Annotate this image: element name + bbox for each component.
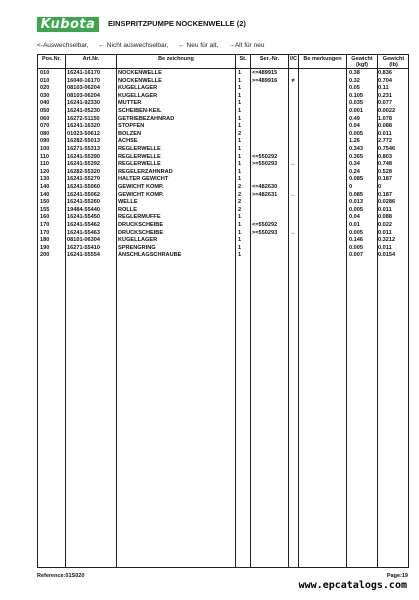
cell-st: 1 — [238, 108, 242, 114]
cell-st: 1 — [238, 153, 242, 160]
cell-ser: <=482630 — [252, 184, 278, 190]
cell-lb: 0.011 — [378, 244, 392, 251]
cell-kg: 0.04 — [349, 123, 360, 130]
cell-desc: WELLE — [118, 199, 138, 206]
cell-art: 16241-55554 — [67, 252, 100, 259]
cell-st: 1 — [238, 70, 242, 76]
cell-kg: 0.005 — [349, 244, 363, 251]
table-row — [38, 222, 408, 230]
table-row — [38, 123, 408, 131]
cell-desc: REGLERWELLE — [118, 161, 161, 168]
cell-lb: 0.528 — [378, 168, 392, 175]
cell-desc: KUGELLAGER — [118, 92, 158, 99]
cell-ic: ≠ — [291, 77, 295, 84]
cell-lb: 2.772 — [378, 138, 392, 145]
cell-art: 16241-55062 — [67, 191, 100, 198]
legend-item: →Alt für neu — [228, 42, 265, 49]
cell-kg: 0.05 — [349, 85, 360, 92]
cell-pos: 070 — [40, 123, 50, 130]
cell-desc: ACHSE — [118, 138, 138, 145]
cell-st: 2 — [238, 184, 242, 190]
cell-kg: 0.035 — [349, 100, 363, 107]
cell-pos: 030 — [40, 92, 50, 99]
table-row — [38, 161, 408, 169]
cell-st: 2 — [238, 206, 242, 213]
cell-ic: ← — [290, 191, 296, 198]
cell-st: 1 — [238, 222, 242, 228]
cell-art: 16241-55450 — [67, 214, 100, 221]
cell-art: 16241-55462 — [67, 222, 100, 228]
cell-st: 1 — [238, 229, 242, 236]
cell-lb: 0.011 — [378, 229, 392, 236]
cell-art: 01023-50612 — [67, 130, 100, 137]
kubota-logo: Kubota — [37, 17, 99, 32]
cell-pos: 110 — [40, 153, 50, 160]
cell-st: 1 — [238, 244, 242, 251]
cell-lb: 0.077 — [378, 100, 392, 107]
table-row — [38, 199, 408, 207]
cell-ic: ← — [290, 161, 296, 168]
cell-pos: 040 — [40, 100, 50, 107]
table-row — [38, 78, 408, 86]
table-row — [38, 207, 408, 215]
cell-art: 16241-55260 — [67, 199, 100, 206]
table-row — [38, 154, 408, 162]
cell-art: 16241-55270 — [67, 176, 100, 183]
cell-lb: 0.011 — [378, 130, 392, 137]
cell-desc: REGLERWELLE — [118, 153, 161, 160]
cell-pos: 020 — [40, 85, 50, 92]
reference-label: Reference:01S020 — [37, 573, 85, 579]
cell-st: 1 — [238, 252, 242, 259]
cell-desc: ROLLE — [118, 206, 137, 213]
cell-pos: 170 — [40, 229, 50, 236]
cell-pos: 090 — [40, 138, 50, 145]
table-row — [38, 85, 408, 93]
cell-pos: 155 — [40, 206, 50, 213]
table-row — [38, 252, 408, 260]
cell-art: 16271-55313 — [67, 146, 100, 152]
cell-pos: 160 — [40, 214, 50, 221]
cell-kg: 0.105 — [349, 92, 363, 99]
table-row — [38, 70, 408, 78]
column-header-kg: Gewicht (kgf) — [351, 56, 373, 68]
cell-desc: GETRIEBEZAHNRAD — [118, 115, 175, 122]
cell-art: 16272-51150 — [67, 115, 100, 122]
cell-st: 1 — [238, 92, 242, 99]
cell-kg: 0.365 — [349, 153, 363, 160]
cell-pos: 170 — [40, 222, 50, 228]
cell-kg: 0.24 — [349, 168, 360, 175]
cell-pos: 060 — [40, 115, 50, 122]
cell-kg: 1.26 — [349, 138, 360, 145]
cell-desc: REGLERMUFFE — [118, 214, 161, 221]
cell-desc: REGLERWELLE — [118, 146, 161, 152]
column-header-ser: Ser.-Nr. — [259, 56, 280, 62]
cell-st: 1 — [238, 85, 242, 92]
cell-kg: 0.01 — [349, 222, 360, 228]
cell-desc: STOPFEN — [118, 123, 145, 130]
cell-desc: BOLZEN — [118, 130, 141, 137]
column-header-desc: Be zeichnung — [158, 56, 194, 62]
cell-st: 1 — [238, 176, 242, 183]
cell-art: 16241-55060 — [67, 184, 100, 190]
cell-desc: ANSCHLAGSCHRAUBE — [118, 252, 182, 259]
parts-table — [37, 54, 409, 568]
table-row — [38, 184, 408, 192]
cell-pos: 120 — [40, 168, 50, 175]
cell-st: 1 — [238, 146, 242, 152]
legend-item: ← Nicht auswechselbar, — [98, 42, 169, 49]
cell-kg: 0.013 — [349, 199, 363, 206]
cell-pos: 100 — [40, 146, 50, 152]
cell-desc: NOCKENWELLE — [118, 77, 162, 84]
cell-lb: 0.0286 — [378, 199, 396, 206]
cell-kg: 0.005 — [349, 206, 363, 213]
table-row — [38, 214, 408, 222]
cell-kg: 0.085 — [349, 176, 363, 183]
cell-st: 1 — [238, 115, 242, 122]
cell-lb: 0.011 — [378, 206, 392, 213]
table-row — [38, 93, 408, 101]
cell-kg: 0.343 — [349, 146, 363, 152]
cell-pos: 190 — [40, 244, 50, 251]
cell-lb: 0.3212 — [378, 237, 396, 244]
cell-desc: KUGELLAGER — [118, 237, 158, 244]
cell-ser: <=550292 — [252, 222, 278, 228]
cell-lb: 0.231 — [378, 92, 392, 99]
cell-ser: >=550293 — [252, 229, 278, 236]
cell-lb: 0.022 — [378, 222, 392, 228]
cell-art: 16282-55013 — [67, 138, 100, 145]
legend-item: ← Neu für alt, — [178, 42, 219, 49]
column-header-st: St. — [239, 56, 247, 62]
cell-lb: 0.836 — [378, 70, 392, 76]
column-header-ic: I/C — [289, 56, 298, 62]
cell-st: 1 — [238, 138, 242, 145]
cell-lb: 0.0154 — [378, 252, 396, 259]
cell-lb: 0 — [378, 184, 382, 190]
cell-pos: 140 — [40, 191, 50, 198]
table-row — [38, 192, 408, 200]
table-row — [38, 116, 408, 124]
cell-st: 2 — [238, 199, 242, 206]
cell-art: 16241-55392 — [67, 161, 100, 168]
table-row — [38, 100, 408, 108]
cell-kg: 0.007 — [349, 252, 363, 259]
cell-lb: 0.803 — [378, 153, 392, 160]
cell-pos: 010 — [40, 70, 50, 76]
table-row — [38, 108, 408, 116]
cell-desc: HALTER GEWICHT — [118, 176, 169, 183]
cell-ser: <=550292 — [252, 153, 278, 160]
cell-pos: 080 — [40, 130, 50, 137]
cell-lb: 0.704 — [378, 77, 392, 84]
table-row — [38, 245, 408, 253]
watermark: www.epcatalogs.com — [298, 580, 407, 591]
cell-kg: 0.001 — [349, 108, 363, 114]
cell-lb: 0.748 — [378, 161, 392, 168]
cell-pos: 050 — [40, 108, 50, 114]
cell-st: 2 — [238, 191, 242, 198]
cell-art: 08103-06204 — [67, 92, 100, 99]
cell-art: 16271-55410 — [67, 244, 100, 251]
page-title: EINSPRITZPUMPE NOCKENWELLE (2) — [108, 19, 246, 28]
cell-pos: 010 — [40, 77, 50, 84]
cell-art: 16241-92330 — [67, 100, 100, 107]
cell-ser: >=482631 — [252, 191, 278, 198]
cell-kg: 0.146 — [349, 237, 363, 244]
cell-ser: >=489916 — [252, 77, 278, 84]
cell-lb: 0.187 — [378, 191, 392, 198]
table-row — [38, 237, 408, 245]
cell-st: 1 — [238, 161, 242, 168]
table-row — [38, 146, 408, 154]
cell-desc: GEWICHT KOMP. — [118, 191, 164, 198]
cell-lb: 1.078 — [378, 115, 392, 122]
cell-pos: 150 — [40, 199, 50, 206]
cell-desc: GEWICHT KOMP. — [118, 184, 164, 190]
cell-desc: DRUCKSCHEIBE — [118, 229, 164, 236]
column-header-art: Art.Nr. — [82, 56, 100, 62]
cell-pos: 200 — [40, 252, 50, 259]
cell-pos: 140 — [40, 184, 50, 190]
cell-kg: 0.005 — [349, 130, 363, 137]
table-row — [38, 131, 408, 139]
cell-ser: >=550293 — [252, 161, 278, 168]
cell-pos: 180 — [40, 237, 50, 244]
cell-art: 08101-06304 — [67, 237, 100, 244]
cell-kg: 0.34 — [349, 161, 360, 168]
cell-desc: SCHEIBEN-KEIL — [118, 108, 162, 114]
cell-lb: 0.0022 — [378, 108, 396, 114]
cell-desc: REGELERZAHNRAD — [118, 168, 173, 175]
cell-st: 2 — [238, 130, 242, 137]
cell-art: 16282-55320 — [67, 168, 100, 175]
cell-art: 16241-05230 — [67, 108, 100, 114]
cell-kg: 0.005 — [349, 229, 363, 236]
cell-kg: 0.49 — [349, 115, 360, 122]
cell-st: 1 — [238, 77, 242, 84]
cell-lb: 0.088 — [378, 123, 392, 130]
page-number: Page:19 — [386, 573, 408, 579]
cell-st: 1 — [238, 237, 242, 244]
cell-art: 19484-55440 — [67, 206, 100, 213]
cell-art: 16241-16320 — [67, 123, 100, 130]
table-row — [38, 230, 408, 238]
column-header-bem: Be merkungen — [303, 56, 342, 62]
cell-desc: NOCKENWELLE — [118, 70, 162, 76]
cell-pos: 130 — [40, 176, 50, 183]
cell-kg: 0.085 — [349, 191, 363, 198]
cell-kg: 0.32 — [349, 77, 360, 84]
cell-ser: <=489915 — [252, 70, 278, 76]
cell-art: 16241-55390 — [67, 153, 100, 160]
cell-pos: 110 — [40, 161, 50, 168]
cell-art: 16040-16170 — [67, 77, 100, 84]
column-header-pos: Pos.Nr. — [42, 56, 61, 62]
cell-kg: 0.04 — [349, 214, 360, 221]
cell-kg: 0.38 — [349, 70, 360, 76]
cell-st: 1 — [238, 100, 242, 107]
cell-st: 1 — [238, 123, 242, 130]
cell-st: 1 — [238, 168, 242, 175]
cell-kg: 0 — [349, 184, 353, 190]
cell-desc: SPRENGRING — [118, 244, 156, 251]
table-row — [38, 138, 408, 146]
cell-lb: 0.7546 — [378, 146, 396, 152]
cell-lb: 0.11 — [378, 85, 389, 92]
table-row — [38, 169, 408, 177]
cell-art: 08103-06204 — [67, 85, 100, 92]
cell-desc: DRUCKSCHEIBE — [118, 222, 164, 228]
legend-item: <-Auswechselbar, — [37, 42, 89, 49]
cell-desc: KUGELLAGER — [118, 85, 158, 92]
cell-art: 16241-55463 — [67, 229, 100, 236]
cell-st: 1 — [238, 214, 242, 221]
cell-lb: 0.088 — [378, 214, 392, 221]
cell-ic: ← — [290, 229, 296, 236]
legend — [37, 42, 264, 49]
column-header-lb: Gewicht (lb) — [382, 56, 405, 68]
table-row — [38, 176, 408, 184]
cell-desc: MUTTER — [118, 100, 142, 107]
cell-lb: 0.187 — [378, 176, 392, 183]
cell-art: 16241-16170 — [67, 70, 100, 76]
